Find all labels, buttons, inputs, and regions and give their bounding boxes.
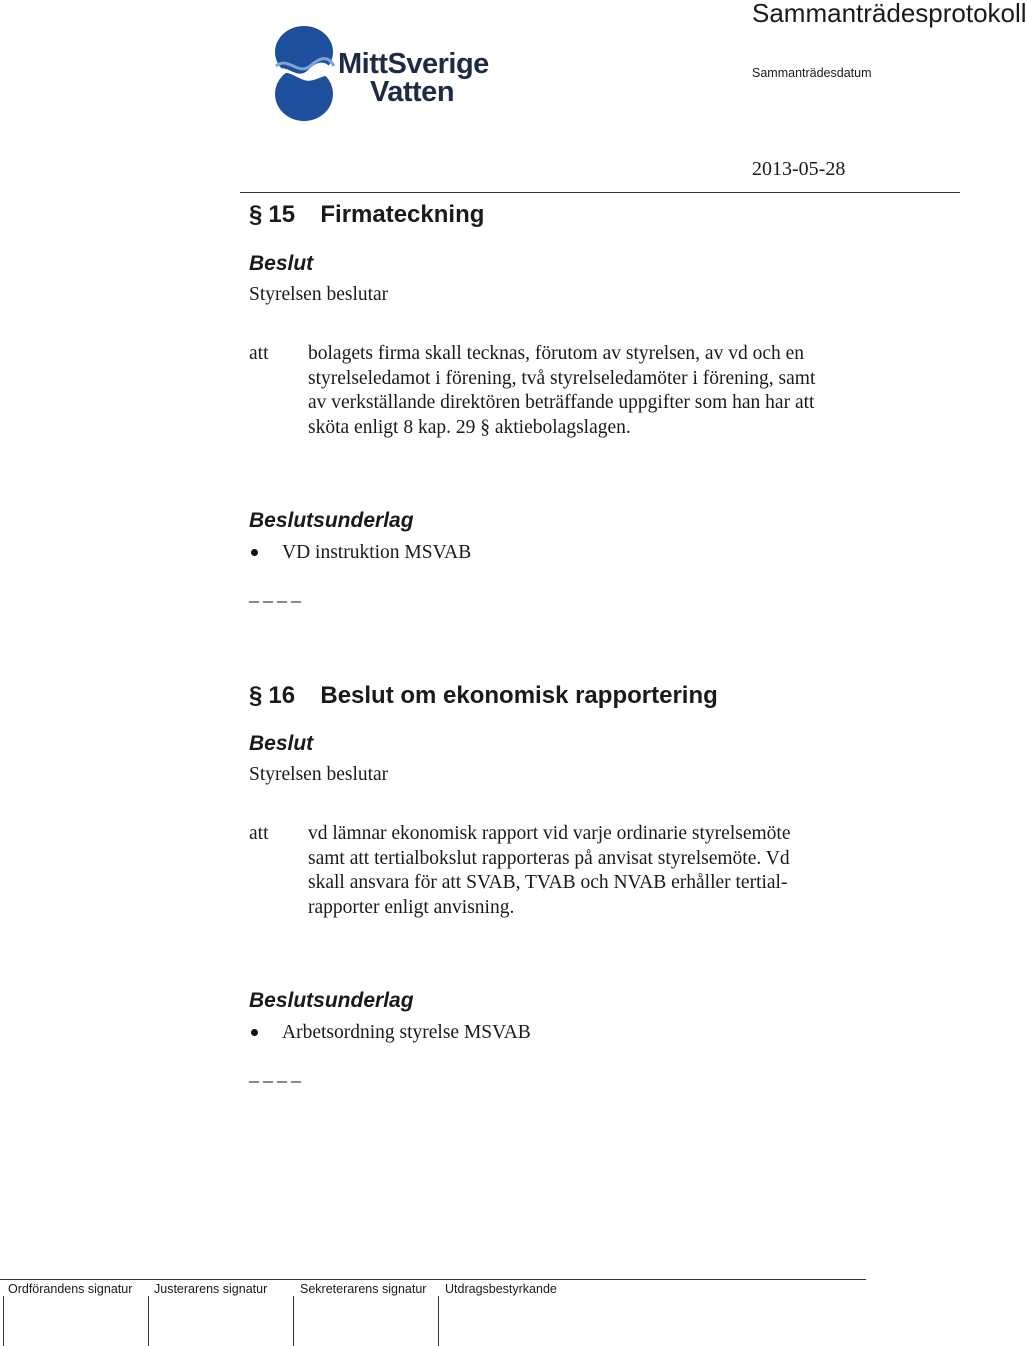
- decision-line: av verkställande direktören beträffande uppgifter som han har att: [308, 392, 815, 413]
- section-number: 16: [268, 682, 296, 709]
- section-title: Beslut om ekonomisk rapportering: [320, 682, 718, 709]
- decision-heading: Beslut: [249, 732, 314, 755]
- basis-item: VD instruktion MSVAB: [282, 542, 472, 563]
- decision-heading: Beslut: [249, 252, 314, 275]
- decision-line: samt att tertialbokslut rapporteras på anvisat styrelsemöte. Vd: [308, 847, 790, 869]
- basis-heading: Beslutsunderlag: [249, 509, 414, 532]
- section-title: Firmateckning: [320, 201, 485, 228]
- decision-line: bolagets firma skall tecknas, förutom av styrelsen, av vd och en: [308, 343, 805, 364]
- section-16-heading: [249, 682, 718, 710]
- footer-divider: [3, 1296, 4, 1346]
- decision-line: rapporter enligt anvisning.: [308, 896, 515, 918]
- decision-line: sköta enligt 8 kap. 29 § aktiebolagslagen.: [308, 416, 631, 438]
- section-symbol: §: [249, 201, 263, 228]
- meeting-date: 2013-05-28: [752, 158, 846, 180]
- basis-heading: Beslutsunderlag: [249, 989, 414, 1012]
- footer-label-chair: Ordförandens signatur: [8, 1282, 133, 1296]
- bullet-icon: [251, 1029, 258, 1036]
- decision-text: [308, 342, 868, 440]
- section-symbol: §: [249, 682, 263, 709]
- decision-intro: Styrelsen beslutar: [249, 284, 389, 305]
- document-type: Sammanträdesprotokoll: [752, 0, 1027, 28]
- logo-text-line1: MittSverige: [338, 48, 489, 80]
- section-separator: ____: [249, 1063, 305, 1085]
- section-separator: ____: [249, 583, 305, 605]
- header-rule: [240, 192, 960, 193]
- section-number: 15: [268, 201, 296, 228]
- att-label: att: [249, 343, 269, 364]
- date-label: Sammanträdesdatum: [752, 66, 872, 80]
- company-logo: [272, 22, 502, 124]
- footer-label-adjuster: Justerarens signatur: [154, 1282, 268, 1296]
- footer-label-certified: Utdragsbestyrkande: [445, 1282, 557, 1296]
- footer-divider: [293, 1296, 294, 1346]
- logo-text-line2: Vatten: [370, 76, 455, 108]
- section-15-heading: [249, 201, 484, 229]
- decision-line: skall ansvara för att SVAB, TVAB och NVAB erhåller tertial-: [308, 872, 788, 893]
- decision-intro: Styrelsen beslutar: [249, 764, 389, 785]
- basis-item: Arbetsordning styrelse MSVAB: [282, 1022, 531, 1043]
- footer-label-secretary: Sekreterarens signatur: [300, 1282, 427, 1296]
- att-label: att: [249, 823, 269, 844]
- bullet-icon: [251, 549, 258, 556]
- water-drop-logo-icon: [272, 22, 336, 122]
- footer-divider: [148, 1296, 149, 1346]
- decision-text: [308, 822, 868, 920]
- decision-line: vd lämnar ekonomisk rapport vid varje ordinarie styrelsemöte: [308, 823, 791, 844]
- footer-rule: [0, 1279, 866, 1280]
- decision-line: styrelseledamot i förening, två styrelseledamöter i förening, samt: [308, 367, 816, 389]
- footer-divider: [438, 1296, 439, 1346]
